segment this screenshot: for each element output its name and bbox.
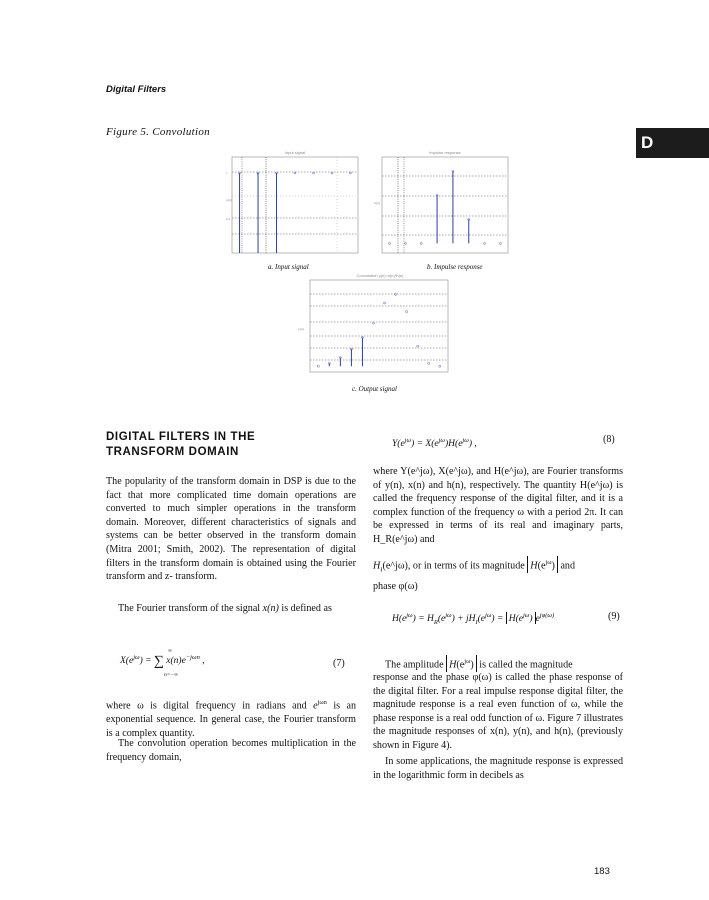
equation-8-number: (8)	[603, 434, 615, 445]
chart-c-point	[384, 302, 386, 304]
section-heading-line1: DIGITAL FILTERS IN THE	[106, 431, 256, 443]
chart-c-point	[439, 365, 441, 367]
chart-c-marks	[317, 293, 440, 367]
text: x(n)	[262, 603, 279, 614]
chart-b-marks	[389, 170, 502, 244]
sum-upper-limit: ∞	[168, 648, 172, 654]
chart-a-tick: 1	[226, 171, 228, 175]
chart-b-ylabel: h(n)	[374, 201, 380, 205]
chart-a-ylabel: x(n)	[226, 198, 232, 202]
chart-c-point	[317, 365, 319, 367]
right-paragraph-1c: phase φ(ω)	[373, 581, 418, 592]
chart-b-frame	[382, 157, 508, 253]
chart-a-point	[349, 172, 351, 174]
chart-c-title: Convolution y(n)=x(n)*h(n)	[356, 273, 404, 278]
chart-output-signal	[296, 270, 454, 382]
magnitude-symbol: $H(e^{j\omega})$	[527, 556, 558, 573]
text: (e^jω), or in terms of its magnitude	[382, 560, 525, 572]
right-paragraph-3: In some applications, the magnitude response is expressed in the logarithmic form in decibels as	[373, 756, 623, 781]
right-paragraph-1: where Y(e^jω), X(e^jω), and H(e^jω), are Fourier transforms of y(n), x(n) and h(n), respectively. The quantity H(e^jω) is called the frequency response of the digital filter, and it is a complex function of the frequency ω with a period 2π. It can be expressed in terms of its real and imaginary parts, H_R(e^jω) and	[373, 466, 623, 545]
amplitude-symbol: $H(e^{j\omega})$	[446, 655, 477, 672]
right-paragraph-2: response and the phase φ(ω) is called the phase response of the digital filter. For a real impulse response digital filter, the magnitude response is a real even function of ω, while the phase response is a real odd function of ω. Figure 7 illustrates the magnitude responses of x(n), y(n), and h(n), (previously shown in Figure 4).	[373, 672, 623, 751]
text: H	[373, 560, 381, 572]
page-number: 183	[594, 866, 610, 877]
left-paragraph-4: The convolution operation becomes multiplication in the frequency domain,	[106, 738, 356, 763]
left-paragraph-2	[106, 602, 356, 616]
chart-c-point	[406, 311, 408, 313]
subcaption-b: b. Impulse response	[427, 263, 483, 271]
chart-c-ylabel: y(n)	[298, 327, 304, 331]
equation-9: $H(e^{j\omega}) = H_R(e^{j\omega}) + jH_I(e^{j\omega}) = H(e^{j\omega})$ $e^{j\varphi(\omega)}$	[392, 612, 555, 627]
chart-b-title: Impulse response	[429, 150, 461, 155]
text: is defined as	[278, 603, 332, 614]
chart-input-signal	[222, 146, 364, 262]
left-paragraph-1: The popularity of the transform domain in DSP is due to the fact that more complicated time domain operations are converted to much simpler operations in the transform domain. Moreover, different characteristics of signals and systems can be better observed in the transform domain (Mitra 2001; Smith, 2002). The representation of digital filters in the transform domain is obtained using the Fourier transform and z- transform.	[106, 476, 356, 583]
text: is called the magnitude	[479, 659, 573, 671]
equation-9-number: (9)	[608, 611, 620, 622]
chart-b-point	[484, 242, 486, 244]
equation-7: $X(e^{j\omega})$ = ∑ $x(n)e^{-j\omega n}$ ,	[120, 653, 205, 669]
equation-8: $Y(e^{j\omega}) = X(e^{j\omega})H(e^{j\omega})$ ,	[392, 437, 477, 450]
subcaption-a: a. Input signal	[268, 263, 309, 271]
chart-a-marks	[239, 172, 352, 253]
chart-b-point	[389, 242, 391, 244]
right-paragraph-2-lead	[385, 655, 625, 672]
text: e	[313, 700, 318, 712]
text: The amplitude	[385, 659, 444, 671]
chart-c-point	[395, 293, 397, 295]
chart-c-point	[417, 345, 419, 347]
chart-b-point	[404, 242, 406, 244]
text: where ω is digital frequency in radians and	[106, 700, 314, 712]
chart-a-title: Input signal	[284, 150, 306, 155]
section-heading-line2: TRANSFORM DOMAIN	[106, 446, 239, 458]
chart-c-point	[428, 362, 430, 364]
left-paragraph-3	[106, 696, 356, 740]
chart-b-point	[420, 242, 422, 244]
right-paragraph-1b: $H_I(e\^{}j\omega)$, or in terms of its magnitude $H(e^{j\omega})$ and	[373, 556, 623, 577]
section-heading	[106, 430, 356, 460]
figure-caption: Figure 5. Convolution	[106, 126, 210, 138]
text: The Fourier transform of the signal	[118, 603, 263, 614]
running-head: Digital Filters	[106, 84, 167, 95]
subcaption-c: c. Output signal	[352, 385, 397, 393]
chart-a-point	[331, 172, 333, 174]
chart-a-point	[294, 172, 296, 174]
section-tab: D	[636, 128, 709, 158]
text: is an exponential sequence. In general case, the Fourier transform is a complex quantity.	[106, 700, 356, 739]
chart-a-tick: 0.4	[226, 217, 231, 221]
sum-lower-limit: n=−∞	[164, 672, 179, 678]
chart-c-point	[372, 322, 374, 324]
chart-a-frame	[232, 157, 358, 253]
equation-7-number: (7)	[333, 658, 345, 669]
text: and	[560, 560, 576, 572]
text: jωn	[317, 699, 327, 706]
chart-impulse-response	[372, 146, 514, 262]
chart-b-point	[499, 242, 501, 244]
chart-a-point	[312, 172, 314, 174]
